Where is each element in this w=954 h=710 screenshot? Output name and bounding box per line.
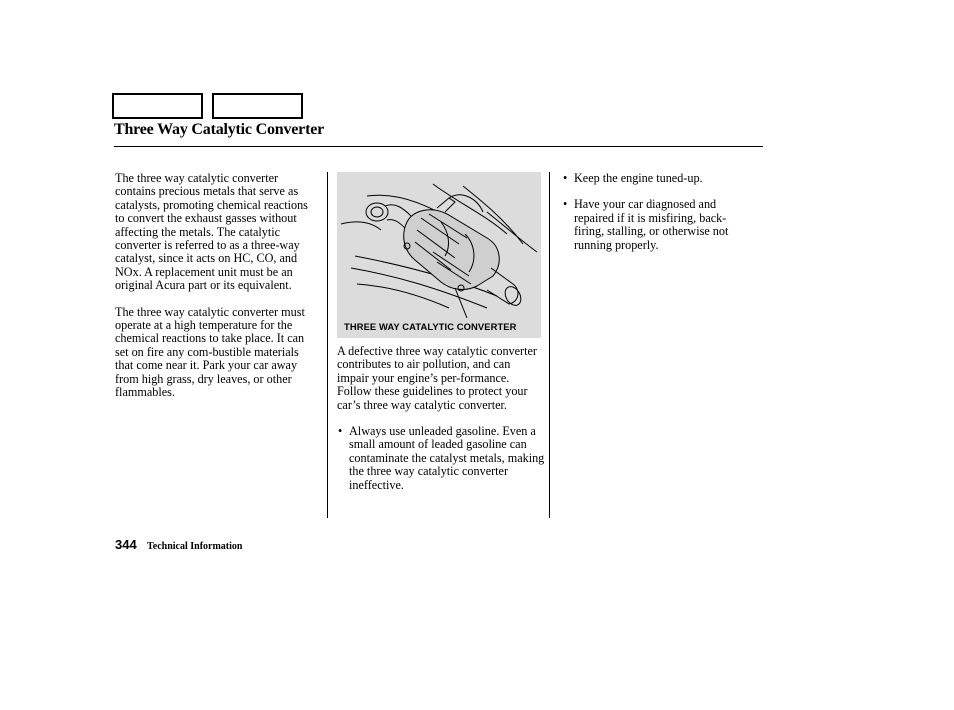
column-2 — [337, 345, 545, 492]
paragraph-defective-converter: A defective three way catalytic converter contributes to air pollution, and can impair your engine’s per-formance. Follow these guidelines to protect your car’s three way catalytic converter. — [337, 344, 537, 412]
converter-illustration — [337, 172, 541, 338]
page-title: Three Way Catalytic Converter — [114, 121, 325, 138]
column-divider — [327, 172, 328, 518]
column-1 — [115, 172, 320, 400]
paragraph-catalyst-description: The three way catalytic converter contains precious metals that serve as catalysts, promoting chemical reactions to convert the exhaust gasses without affecting the metals. The catalytic converter is referred to as a three-way catalyst, since it acts on HC, CO, and NOx. A replacement unit must be an original Acura part or its equivalent. — [115, 171, 308, 293]
page-number: 344 — [115, 537, 137, 552]
paragraph-heat-warning: The three way catalytic converter must operate at a high temperature for the chemical reactions to take place. It can set on fire any com-bustible materials that come near it. Park your car away from high grass, dry leaves, or other flammables. — [115, 304, 305, 400]
list-item: • Have your car diagnosed and repaired if it is misfiring, back-firing, stalling, or otherwise not running properly. — [563, 197, 729, 252]
bullet-icon: • — [563, 171, 568, 185]
list-item: • Always use unleaded gasoline. Even a small amount of leaded gasoline can contaminate the catalyst metals, making the three way catalytic converter ineffective. — [338, 424, 545, 492]
column-3 — [562, 172, 752, 252]
title-rule — [114, 146, 763, 147]
bullet-icon: • — [338, 424, 343, 439]
figure-caption: THREE WAY CATALYTIC CONVERTER — [344, 321, 517, 332]
bullet-icon: • — [563, 197, 568, 212]
nav-box-next[interactable] — [212, 93, 303, 119]
catalytic-converter-drawing — [337, 172, 541, 338]
list-item: • Keep the engine tuned-up. — [563, 171, 703, 185]
nav-box-previous[interactable] — [112, 93, 203, 119]
section-name: Technical Information — [147, 541, 243, 552]
column-divider — [549, 172, 550, 518]
